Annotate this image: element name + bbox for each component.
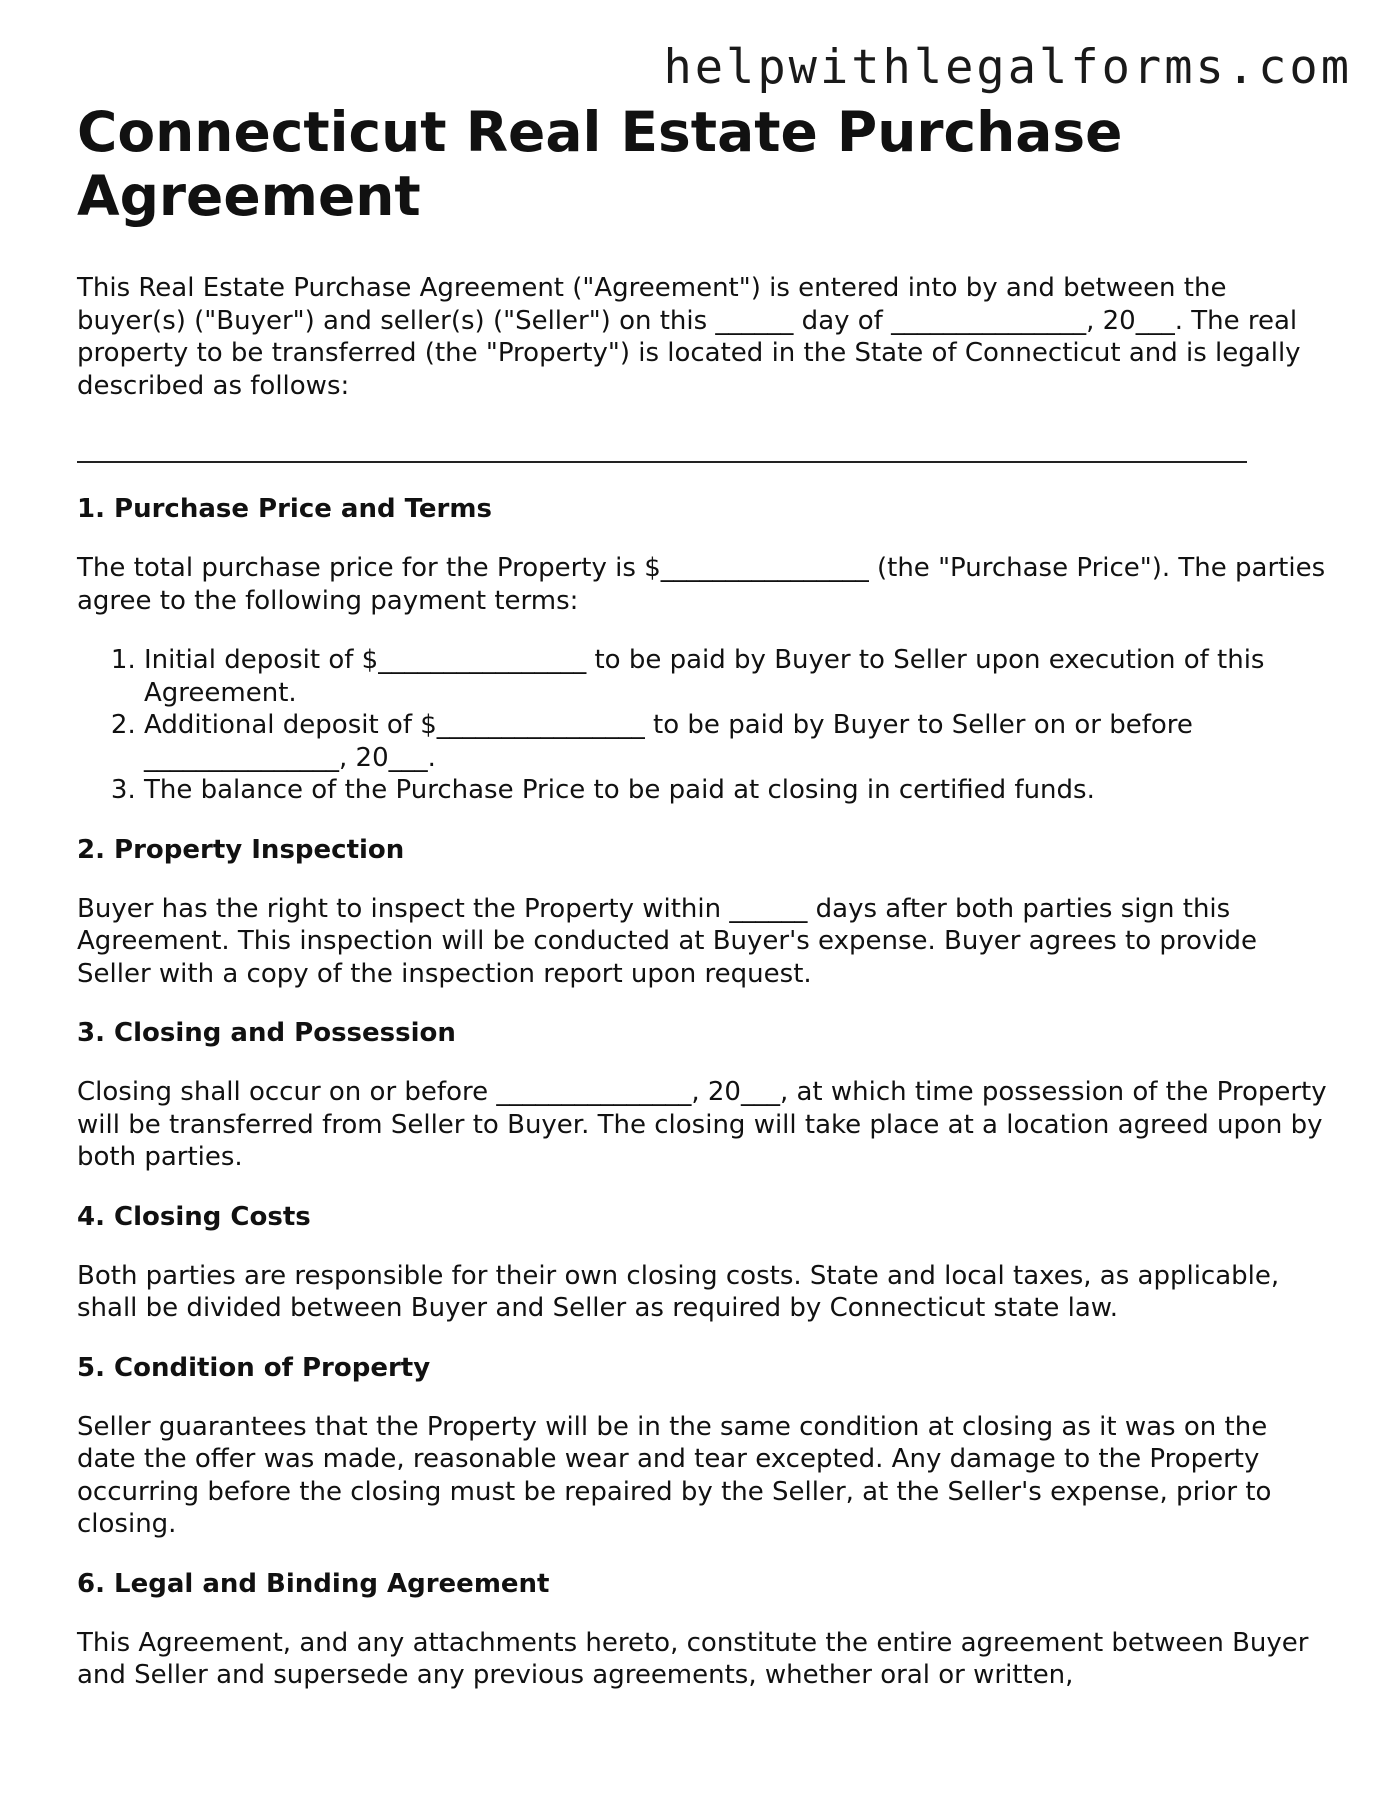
section-heading-closing-possession: 3. Closing and Possession [77,1018,456,1048]
section-heading-purchase-price: 1. Purchase Price and Terms [77,494,492,524]
intro-paragraph: This Real Estate Purchase Agreement ("Agreement") is entered into by and between the buyer(s) ("Buyer") and seller(s) ("Seller") on this ______ day of _______________, 20___. The real property to be transferred (the "Property") is located in the State of Connecticut and is legally described as follows: [77,273,1301,401]
payment-term-item: 1. Initial deposit of $________________ to be paid by Buyer to Seller upon execution of this Agreement. [144,644,1327,709]
document-page [77,100,1327,1692]
document-title: Connecticut Real Estate Purchase Agreement [77,100,1123,228]
payment-term-item: 3. The balance of the Purchase Price to be paid at closing in certified funds. [144,774,1327,807]
section-text-purchase-price: The total purchase price for the Property is $________________ (the "Purchase Price"). The parties agree to the following payment terms: [77,553,1326,616]
section-text-property-inspection: Buyer has the right to inspect the Property within ______ days after both parties sign this Agreement. This inspection will be conducted at Buyer's expense. Buyer agrees to provide Seller with a copy of the inspection report upon request. [77,893,1258,989]
section-text-closing-possession: Closing shall occur on or before _______________, 20___, at which time possession of the Property will be transferred from Seller to Buyer. The closing will take place at a location agreed upon by both parties. [77,1077,1327,1172]
payment-term-item: 2. Additional deposit of $________________ to be paid by Buyer to Seller on or before _______________, 20___. [144,709,1327,774]
section-heading-legal-binding: 6. Legal and Binding Agreement [77,1568,550,1599]
section-text-legal-binding: This Agreement, and any attachments hereto, constitute the entire agreement between Buyer and Seller and supersede any previous agreements, whether oral or written, [77,1627,1309,1690]
section-heading-closing-costs: 4. Closing Costs [77,1201,311,1232]
payment-terms-list [77,644,1327,807]
site-watermark: helpwithlegalforms.com [663,40,1352,95]
legal-description-blank-line [77,446,1247,463]
section-heading-condition-of-property: 5. Condition of Property [77,1352,431,1383]
section-text-closing-costs: Both parties are responsible for their own closing costs. State and local taxes, as applicable, shall be divided between Buyer and Seller as required by Connecticut state law. [77,1260,1280,1323]
section-text-condition-of-property: Seller guarantees that the Property will be in the same condition at closing as it was on the date the offer was made, reasonable wear and tear excepted. Any damage to the Property occurring before the closing must be repaired by the Seller, at the Seller's expense, prior to closing. [77,1411,1272,1539]
section-heading-property-inspection: 2. Property Inspection [77,834,405,865]
